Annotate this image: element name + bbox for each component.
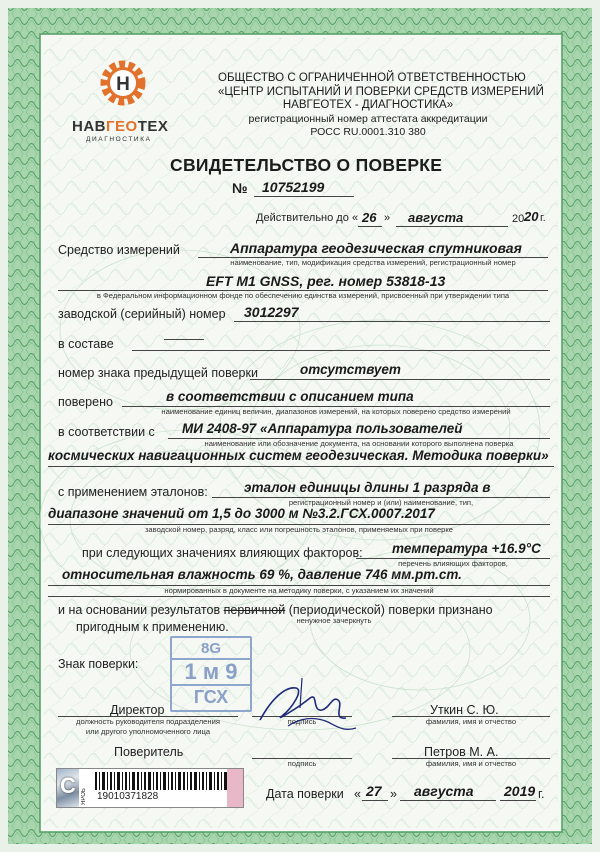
svg-text:Н: Н xyxy=(116,74,130,95)
valid-until-label: Действительно до xyxy=(256,212,349,224)
basis-text: и на основании результатов первичной (периодической) поверки признано xyxy=(58,603,493,617)
director-label: Директор xyxy=(110,703,165,717)
date-month: августа xyxy=(414,783,474,799)
method-value-2: космических навигационных систем геодезическая. Методика поверки» xyxy=(48,448,549,463)
date-label: Дата поверки xyxy=(266,787,344,801)
basis-text-2: пригодным к применению. xyxy=(76,620,229,634)
barcode-image xyxy=(95,772,229,790)
factors-value-2: относительная влажность 69 %, давление 746 мм.рт.ст. xyxy=(62,567,462,582)
sticker-number: 19010371828 xyxy=(97,791,159,802)
standards-label: с применением эталонов: xyxy=(58,485,208,499)
org-line-4: регистрационный номер аттестата аккредитации xyxy=(248,112,488,125)
verified-label: поверено xyxy=(58,395,113,409)
instrument-value: Аппаратура геодезическая спутниковая xyxy=(230,240,522,256)
date-day: 27 xyxy=(366,783,382,799)
signature-image xyxy=(252,668,362,738)
org-line-1: ОБЩЕСТВО С ОГРАНИЧЕННОЙ ОТВЕТСТВЕННОСТЬЮ xyxy=(218,72,526,84)
org-line-5: РОСС RU.0001.310 380 xyxy=(310,126,426,138)
verifier-label: Поверитель xyxy=(114,745,184,759)
factors-label: при следующих значениях влияющих факторов: xyxy=(82,546,363,560)
gear-h-logo-icon xyxy=(96,56,150,110)
org-line-3: НАВГЕОТЕХ - ДИАГНОСТИКА» xyxy=(282,99,454,111)
certificate-title: СВИДЕТЕЛЬСТВО О ПОВЕРКЕ xyxy=(170,155,443,175)
factors-value: температура +16.9°С xyxy=(392,541,541,556)
logo-wordmark: НАВГЕОТЕХ xyxy=(72,118,169,135)
org-line-2: «ЦЕНТР ИСПЫТАНИЙ И ПОВЕРКИ СРЕДСТВ ИЗМЕРЕНИЙ xyxy=(218,85,544,98)
prev-mark-label: номер знака предыдущей поверки xyxy=(58,366,258,380)
director-name: Уткин С. Ю. xyxy=(430,703,499,717)
verified-value: в соответствии с описанием типа xyxy=(166,389,414,404)
serial-label: заводской (серийный) номер xyxy=(58,307,226,321)
instrument-value-2: EFT M1 GNSS, рег. номер 53818-13 xyxy=(206,273,446,289)
date-year: 2019 xyxy=(504,783,536,799)
struck-word: первичной xyxy=(223,603,286,617)
valid-year: 20 xyxy=(524,209,539,224)
instrument-label: Средство измерений xyxy=(58,243,180,257)
hologram-sticker: С ЯРОБ 19010371828 xyxy=(56,768,244,808)
organization-header xyxy=(218,72,544,140)
mark-label: Знак поверки: xyxy=(58,657,139,671)
prev-mark-value: отсутствует xyxy=(300,362,401,377)
method-label: в соответствии с xyxy=(58,425,155,439)
method-value: МИ 2408-97 «Аппаратура пользователей xyxy=(182,421,463,436)
standards-value: эталон единицы длины 1 разряда в xyxy=(244,480,491,495)
logo-subtitle: ДИАГНОСТИКА xyxy=(86,136,152,143)
valid-day: 26 xyxy=(362,210,377,225)
serial-value: 3012297 xyxy=(244,304,299,320)
certificate-page: Н НАВГЕОТЕХ ДИАГНОСТИКА ОБЩЕСТВО С ОГРАНИЧЕННОЙ ОТВЕТСТВЕННОСТЬЮ «ЦЕНТР ИСПЫТАНИЙ И ПОВЕРКИ СРЕДСТВ ИЗМЕРЕНИЙ НАВГЕОТЕХ - ДИАГНОСТИКА» регистрационный номер аттестата аккредитации РОСС RU.0001.310 380 СВИДЕТЕЛЬСТВО О ПОВЕРКЕ № 10752199 Действительно до « 26 » августа 20 20 г. Средство измерений Аппаратура геодезическая спутниковая наименование, тип, модификация средства измерений, регистрационный номер EFT M1 GNSS, рег. номер 53818-13 в Федеральном информационном фонде по обеспечению единства измерений, присвоенный при утверждении типа заводской (серийный) номер 3012297 в составе номер знака предыдущей поверки отсутствует поверено в соответствии с описанием типа наименование единиц величин, диапазонов измерений, на которых поверено средство измерений в соответствии с МИ 2408-97 «Аппаратура пользователей наименование или обозначение документа, на основании которого выполнена поверка космических навигационных систем геодезическая. Методика поверки» с применением эталонов: эталон единицы длины 1 разряда в регистрационный номер и (или) наименование, тип, диапазоне значений от 1,5 до 3000 м №3.2.ГСХ.0007.2017 заводской номер, разряд, класс или погрешность эталонов, применяемых при поверке при следующих значениях влияющих факторов: температура +16.9°С перечень влияющих факторов, относительная влажность 69 %, давление 746 мм.рт.ст. нормированных в документе на методику поверки, с указанием их значений и на основании результатов первичной (периодической) поверки признано пригодным к применению. ненужное зачеркнуть Знак поверки: 8G 1 м 9 ГСХ Директор должность руководителя подразделения или другого уполномоченного лица подпись Уткин С. Ю. фамилия, имя и отчество Поверитель подпись Петров М. А. фамилия, имя и отчество С ЯРОБ 19010371828 Дата поверки « 27 » августа 2019 г. xyxy=(0,0,600,852)
valid-month: августа xyxy=(408,210,464,225)
standards-value-2: диапазоне значений от 1,5 до 3000 м №3.2.ГСХ.0007.2017 xyxy=(48,506,435,521)
number-label: № xyxy=(232,180,248,196)
certificate-number: 10752199 xyxy=(262,179,325,195)
composition-label: в составе xyxy=(58,337,114,351)
verification-stamp: 8G 1 м 9 ГСХ xyxy=(170,636,252,712)
verifier-name: Петров М. А. xyxy=(424,745,499,759)
